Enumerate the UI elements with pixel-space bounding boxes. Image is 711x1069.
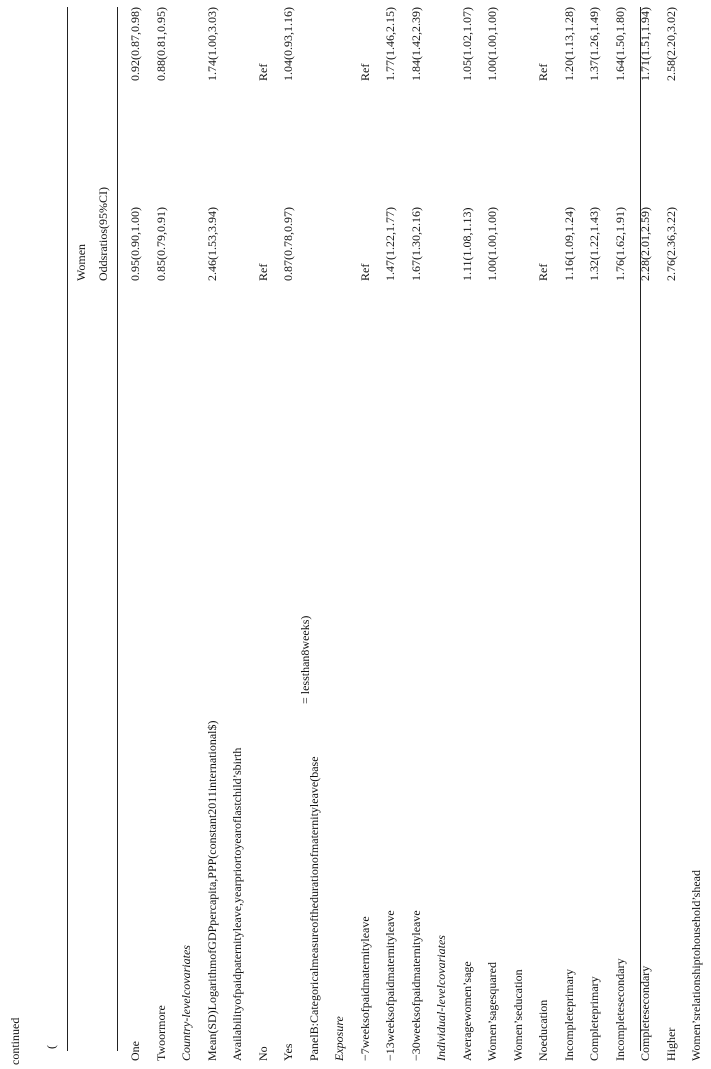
odds-ratio-cell: 2.28(2.01,2.59) [638,207,652,281]
table-row [609,0,635,1069]
table-row [685,0,711,1069]
table-row [175,0,201,1069]
row-label: Completeprimary [587,976,601,1061]
row-label: Incompletesecondary [612,958,627,1061]
table-caption: continued [8,1017,22,1065]
table-row [226,0,252,1069]
odds-ratio-cell: 2.46(1.53,3.94) [204,207,219,281]
odds-ratio-cell: Ref [536,263,550,281]
table-row [430,0,456,1069]
row-label: One [128,1041,142,1061]
table-row [634,0,660,1069]
table-row [405,0,431,1069]
odds-ratio-cell-2: Ref [536,63,550,81]
odds-ratio-cell: 1.76(1.62,1.91) [612,207,627,281]
open-paren: ( [44,1045,58,1049]
group-header: Women [74,243,88,281]
row-label: −13weeksofpaidmaternityleave [383,910,397,1061]
table-row [507,0,533,1069]
row-label: Averagewomen’sage [459,961,474,1061]
odds-ratio-cell: Ref [357,263,372,281]
row-label: Twoormore [153,1005,168,1061]
odds-ratio-cell: 1.47(1.22,1.77) [383,207,397,281]
odds-ratio-cell-2: 1.71(1.51,1.94) [638,7,652,81]
table-row [456,0,482,1069]
table-row [558,0,584,1069]
odds-ratio-cell: 1.32(1.22,1.43) [587,207,601,281]
table-row [252,0,278,1069]
table-row [354,0,380,1069]
odds-ratio-cell-2: 1.04(0.93,1.16) [281,7,295,81]
odds-ratio-cell: 0.85(0.79,0.91) [153,207,168,281]
row-label: Availabilityofpaidpaternityleave,yearpriortoyearoflastchild’sbirth [230,747,244,1061]
odds-ratio-cell-2: 1.64(1.50,1.80) [612,7,627,81]
row-label: Yes [281,1043,295,1061]
table-row [150,0,176,1069]
column-header: Oddsratios(95%CI) [96,187,110,281]
header-rule [117,7,118,1051]
odds-ratio-cell-2: 0.88(0.81,0.95) [153,7,168,81]
row-label: Exposure [332,1016,346,1061]
row-label: No [255,1046,270,1061]
table-row [124,0,150,1069]
table-row [379,0,405,1069]
row-label: Country-levelcovariates [179,945,193,1061]
odds-ratio-cell-2: 1.77(1.46,2.15) [383,7,397,81]
odds-ratio-cell: 0.87(0.78,0.97) [281,207,295,281]
table-row [660,0,686,1069]
row-label: PanelB:Categoricalmeasureofthedurationofmaternityleave(base [306,756,321,1061]
row-label: −30weeksofpaidmaternityleave [408,910,423,1061]
odds-ratio-cell: 1.00(1.00,1.00) [485,207,499,281]
table-row [532,0,558,1069]
table-row [481,0,507,1069]
odds-ratio-cell-2: 1.74(1.00,3.03) [204,7,219,81]
row-label: Completesecondary [638,965,652,1061]
odds-ratio-cell: 0.95(0.90,1.00) [128,207,142,281]
row-label: Incompleteprimary [561,969,576,1061]
odds-ratio-cell-2: 0.92(0.87,0.98) [128,7,142,81]
odds-ratio-cell: 2.76(2.36,3.22) [663,207,678,281]
odds-ratio-cell: 1.11(1.08,1.13) [459,207,474,281]
odds-ratio-cell: Ref [255,263,270,281]
odds-ratio-cell-2: 1.05(1.02,1.07) [459,7,474,81]
table-row [201,0,227,1069]
row-label: Noeducation [536,999,550,1061]
table-row [277,0,303,1069]
row-label: Women’sagesquared [485,962,499,1061]
odds-ratio-cell-2: 1.00(1.00,1.00) [485,7,499,81]
panel-b-note: = lessthan8weeks) [298,615,312,704]
table-row [328,0,354,1069]
odds-ratio-cell-2: 1.37(1.26,1.49) [587,7,601,81]
row-label: −7weeksofpaidmaternityleave [357,916,372,1061]
odds-ratio-cell-2: 1.20(1.13,1.28) [561,7,576,81]
odds-ratio-cell-2: 1.84(1.42,2.39) [408,7,423,81]
odds-ratio-cell-2: Ref [255,63,270,81]
odds-ratio-cell-2: Ref [357,63,372,81]
row-label: Higher [663,1027,678,1061]
table-row [303,0,329,1069]
table-row [583,0,609,1069]
odds-ratio-cell: 1.67(1.30,2.16) [408,207,423,281]
odds-ratio-cell: 1.16(1.09,1.24) [561,207,576,281]
row-label: Mean(SD)LogarithmofGDPpercapita,PPP(constant2011international$) [204,720,219,1061]
row-label: Women’seducation [510,969,525,1061]
top-rule [67,7,68,1051]
odds-ratio-cell-2: 2.58(2.20,3.02) [663,7,678,81]
row-label: Individual-levelcovariates [434,935,448,1061]
row-label: Women’srelationshiptohousehold’shead [689,869,703,1061]
